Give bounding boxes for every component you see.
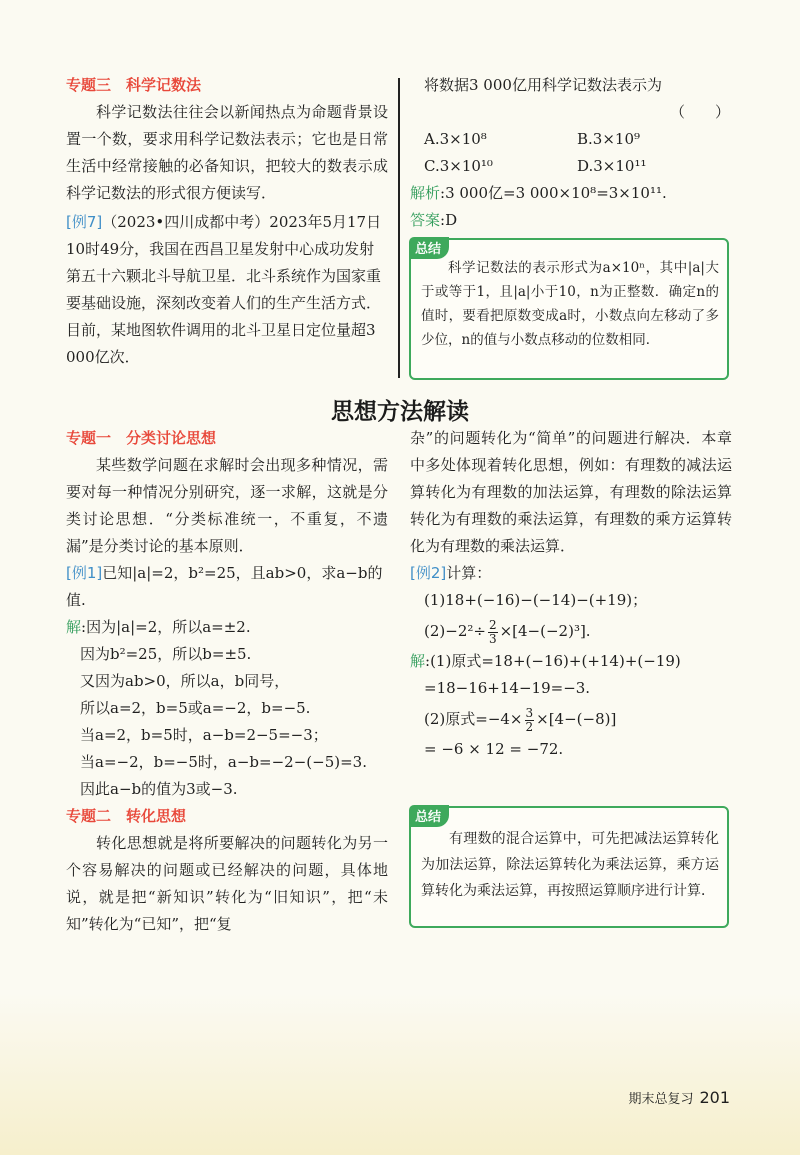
option-b: B.3×10⁹	[577, 130, 641, 148]
option-d: D.3×10¹¹	[577, 157, 647, 175]
solution-line-2: 因为b²=25，所以b=±5.	[80, 645, 252, 663]
page-number: 201	[699, 1088, 730, 1107]
answer-blank: （ ）	[669, 103, 730, 121]
option-c: C.3×10¹⁰	[424, 157, 493, 175]
right-top-column	[410, 72, 730, 234]
example2-solution-line-1	[410, 648, 732, 675]
example1-solution-label: 解	[66, 618, 82, 636]
summary-box-1	[409, 238, 729, 380]
right-bottom-column	[410, 425, 732, 763]
solution2-s1: :(1)原式=18+(−16)+(+14)+(−19)	[425, 652, 681, 670]
summary-text-2: 有理数的混合运算中，可先把减法运算转化为加法运算，除法运算转化为乘法运算，乘方运算转化为乘法运算，再按照运算顺序进行计算．	[421, 831, 719, 899]
summary-tag-2: 总结	[409, 805, 449, 827]
options-row-2	[410, 153, 730, 180]
column-divider	[398, 78, 400, 378]
summary-tag-1: 总结	[409, 237, 449, 259]
footer-label: 期末总复习	[628, 1092, 694, 1107]
s3-fraction-num: 3	[525, 705, 534, 720]
topic1-title: 专题一 分类讨论思想	[66, 429, 217, 447]
q2-suffix: ×[4−(−2)³].	[499, 622, 591, 640]
example1-solution	[66, 614, 388, 803]
solution2-s2: =18−16+14−19=−3.	[424, 679, 591, 697]
topic3-paragraph: 科学记数法往往会以新闻热点为命题背景设置一个数，要求用科学记数法表示；它也是日常生活中经常接触的必备知识，把较大的数表示成科学记数法的形式很方便读写．	[66, 103, 388, 202]
q2-fraction-den: 3	[488, 631, 497, 646]
s3-fraction-den: 2	[525, 719, 534, 734]
s3-prefix: (2)原式=−4×	[424, 710, 523, 728]
q2-fraction	[488, 619, 498, 646]
example2	[410, 560, 732, 587]
s3-suffix: ×[4−(−8)]	[536, 710, 617, 728]
topic2-title: 专题二 转化思想	[66, 807, 187, 825]
solution-line-3: 又因为ab>0，所以a，b同号，	[80, 672, 290, 690]
solution2-s3	[410, 702, 732, 736]
example2-q1: (1)18+(−16)−(−14)−(+19)；	[424, 591, 648, 609]
option-a: A.3×10⁸	[424, 130, 487, 148]
topic2-paragraph: 转化思想就是将所要解决的问题转化为另一个容易解决的问题或已经解决的问题，具体地说，就是把“新知识”转化为“旧知识”，把“未知”转化为“已知”，把“复	[66, 834, 388, 933]
transform-paragraph: 杂”的问题转化为“简单”的问题进行解决．本章中多处体现着转化思想，例如：有理数的减法运算转化为有理数的加法运算，有理数的除法运算转化为有理数的乘法运算，有理数的乘方运算转化为有理数的乘法运算．	[410, 429, 732, 555]
q2-prefix: (2)−2²÷	[424, 622, 486, 640]
question-text: 将数据3 000亿用科学记数法表示为	[424, 76, 662, 94]
summary-text-1: 科学记数法的表示形式为a×10ⁿ，其中|a|大于或等于1，且|a|小于10，n为正整数．确定n的值时，要看把原数变成a时，小数点向左移动了多少位，n的值与小数点移动的位数相同．	[421, 260, 719, 348]
solution-line-6: 当a=−2，b=−5时，a−b=−2−(−5)=3.	[80, 753, 367, 771]
answer-text: :D	[440, 211, 458, 229]
solution-label: 解析	[410, 184, 441, 202]
options-row-1	[410, 126, 730, 153]
solution-line-5: 当a=2，b=5时，a−b=2−5=−3；	[80, 726, 328, 744]
example7-text: （2023•四川成都中考）2023年5月17日10时49分，我国在西昌卫星发射中心成功发射第五十六颗北斗导航卫星．北斗系统作为国家重要基础设施，深刻改变着人们的生产生活方式．目前，某地图软件调用的北斗卫星日定位量超3 000亿次．	[66, 213, 382, 366]
summary-box-2	[409, 806, 729, 928]
topic3-title: 专题三 科学记数法	[66, 76, 202, 94]
solution	[410, 180, 730, 207]
topic1-paragraph: 某些数学问题在求解时会出现多种情况，需要对每一种情况分别研究，逐一求解，这就是分类讨论思想．“分类标准统一，不重复，不遗漏”是分类讨论的基本原则．	[66, 456, 388, 555]
example7-tag: [例7]	[66, 213, 103, 231]
example2-q2	[410, 614, 732, 648]
solution-line-7: 因此a−b的值为3或−3.	[80, 780, 238, 798]
answer	[410, 207, 730, 234]
example1-text: 已知|a|=2，b²=25，且ab>0，求a−b的值.	[66, 564, 383, 609]
section-title: 思想方法解读	[331, 398, 469, 425]
answer-label: 答案	[410, 211, 441, 229]
example1	[66, 560, 388, 614]
example7	[66, 209, 388, 371]
solution-line-4: 所以a=2，b=5或a=−2，b=−5.	[80, 699, 311, 717]
solution-line-1: :因为|a|=2，所以a=±2.	[81, 618, 251, 636]
example2-text: 计算：	[446, 564, 492, 582]
example2-tag: [例2]	[410, 564, 447, 582]
left-bottom-column	[66, 425, 388, 938]
page-footer	[628, 1088, 730, 1107]
solution-text: :3 000亿=3 000×10⁸=3×10¹¹.	[440, 184, 667, 202]
q2-fraction-num: 2	[488, 617, 497, 632]
example1-tag: [例1]	[66, 564, 103, 582]
solution2-s4: = −6 × 12 = −72.	[424, 740, 564, 758]
example2-solution-label: 解	[410, 652, 426, 670]
s3-fraction	[525, 707, 535, 734]
left-top-column	[66, 72, 388, 371]
